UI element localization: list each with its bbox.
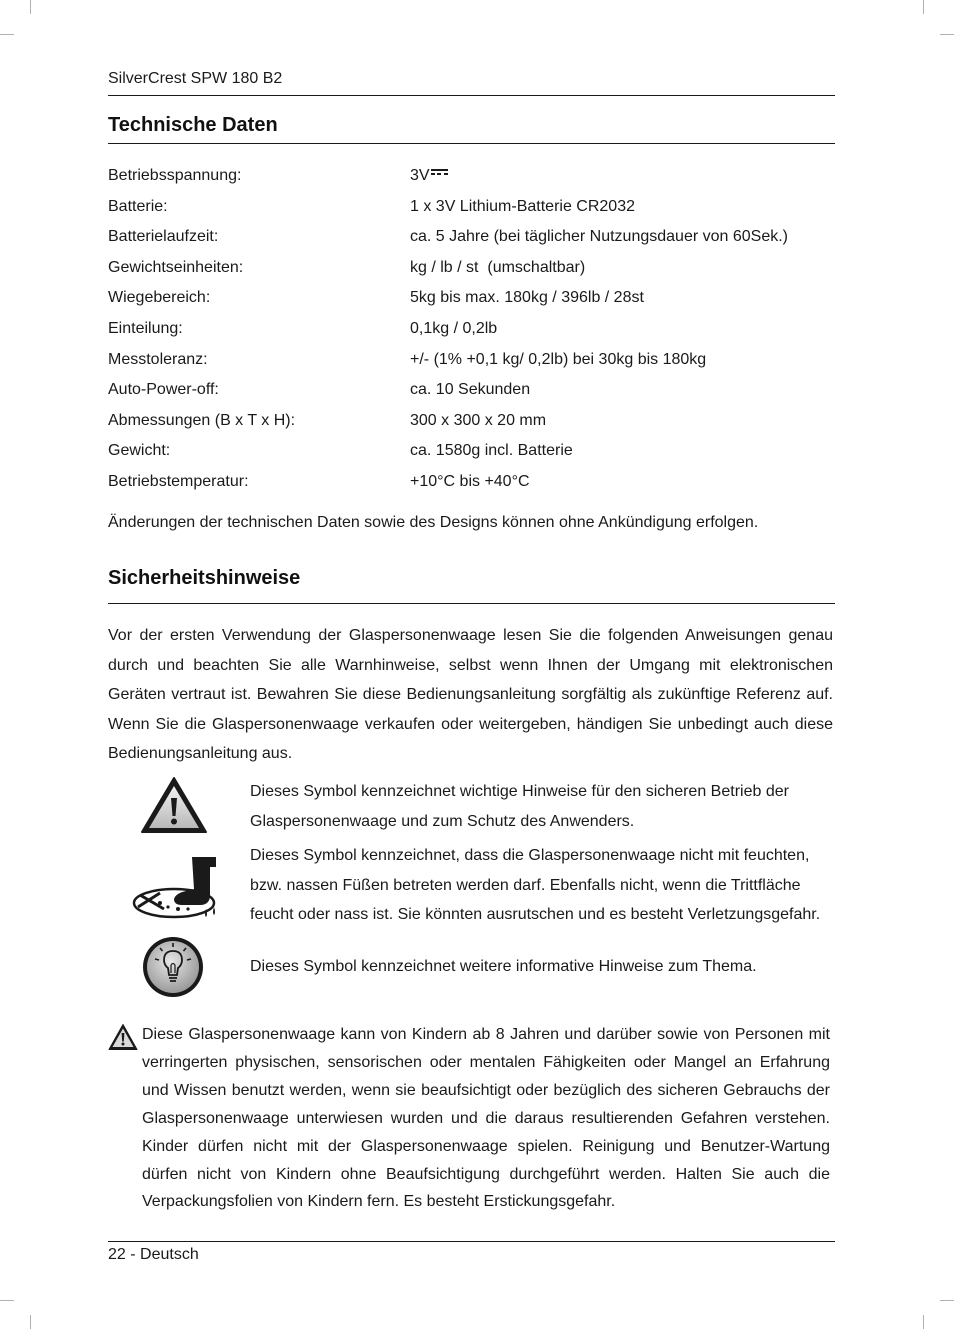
spec-label: Batterielaufzeit: (108, 228, 219, 246)
spec-value: 300 x 300 x 20 mm (410, 411, 547, 429)
crop-mark (30, 0, 31, 14)
safety-rule (108, 603, 835, 604)
crop-mark (923, 1315, 924, 1329)
symbol-row-info (108, 935, 835, 999)
symbol-description: Dieses Symbol kennzeichnet weitere informative Hinweise zum Thema. (250, 958, 757, 975)
crop-mark (30, 1315, 31, 1329)
spec-label: Einteilung: (108, 319, 183, 337)
spec-value: kg / lb / st (umschaltbar) (410, 258, 586, 276)
symbol-description: Dieses Symbol kennzeichnet wichtige Hinweise für den sicheren Betrieb der Glaspersonenwaage und zum Schutz des Anwenders. (250, 783, 789, 830)
spec-value: ca. 1580g incl. Batterie (410, 442, 573, 460)
crop-mark (0, 34, 14, 35)
spec-value: +/- (1% +0,1 kg/ 0,2lb) bei 30kg bis 180kg (410, 350, 707, 368)
running-header: SilverCrest SPW 180 B2 (108, 70, 283, 87)
spec-label: Betriebstemperatur: (108, 472, 249, 490)
spec-table (108, 162, 835, 499)
children-warning-text: Diese Glaspersonenwaage kann von Kindern ab 8 Jahren und darüber sowie von Personen mit verringerten physischen, sensorischen oder mentalen Fähigkeiten oder Mangel an Erfahrung und Wissen benutzt werden, wenn sie beaufsichtigt oder bezüglich des sicheren Gebrauchs der Glaspersonenwaage unterwiesen wurden und die daraus resultierenden Gefahren verstehen. Kinder dürfen nicht mit der Glaspersonenwaage spielen. Reinigung und Benutzer-Wartung dürfen nicht von Kindern ohne Beaufsichtigung durchgeführt werden. Halten Sie auch die Verpackungsfolien von Kindern fern. Es besteht Erstickungsgefahr. (142, 1026, 830, 1211)
spec-value: +10°C bis +40°C (410, 472, 530, 490)
spec-value: 0,1kg / 0,2lb (410, 319, 498, 337)
spec-label: Abmessungen (B x T x H): (108, 411, 296, 429)
footer-rule (108, 1241, 835, 1242)
symbol-row-warning (108, 776, 835, 836)
spec-value: ca. 10 Sekunden (410, 381, 531, 399)
symbol-row-wet-foot (108, 841, 835, 924)
spec-row (108, 468, 835, 499)
spec-value: 5kg bis max. 180kg / 396lb / 28st (410, 289, 644, 307)
technical-data-heading: Technische Daten (108, 114, 278, 136)
change-notice: Änderungen der technischen Daten sowie des Designs können ohne Ankündigung erfolgen. (108, 514, 759, 531)
symbol-description: Dieses Symbol kennzeichnet, dass die Glaspersonenwaage nicht mit feuchten, bzw. nassen Füßen betreten werden darf. Ebenfalls nicht, wenn die Trittfläche feucht oder nass ist. Sie könnten ausrutschen und es besteht Verletzungsgefahr. (250, 847, 821, 924)
spec-row (108, 407, 835, 438)
spec-label: Betriebsspannung: (108, 167, 242, 184)
header-rule (108, 95, 835, 96)
spec-label: Auto-Power-off: (108, 381, 219, 399)
safety-intro: Vor der ersten Verwendung der Glaspersonenwaage lesen Sie die folgenden Anweisungen genau durch und beachten Sie alle Warnhinweise, selbst wenn Ihnen der Umgang mit elektronischen Geräten vertraut ist. Bewahren Sie diese Bedienungsanleitung sorgfältig als zukünftige Referenz auf. Wenn Sie die Glaspersonenwaage verkaufen oder weitergeben, händigen Sie unbedingt auch diese Bedienungsanleitung aus. (108, 627, 833, 763)
spec-value: ca. 5 Jahre (bei täglicher Nutzungsdauer von 60Sek.) (410, 228, 788, 246)
crop-mark (923, 0, 924, 14)
spec-row (108, 376, 835, 407)
spec-row (108, 284, 835, 315)
spec-row (108, 254, 835, 285)
warning-triangle-icon (140, 776, 208, 836)
lightbulb-info-icon (140, 935, 206, 999)
spec-label: Gewichtseinheiten: (108, 258, 244, 276)
dc-voltage-icon (431, 169, 448, 177)
spec-label: Batterie: (108, 197, 168, 215)
technical-data-rule (108, 143, 835, 144)
crop-mark (940, 1300, 954, 1301)
spec-row (108, 223, 835, 254)
spec-row (108, 162, 835, 193)
spec-row (108, 437, 835, 468)
spec-row (108, 346, 835, 377)
spec-value: 1 x 3V Lithium-Batterie CR2032 (410, 197, 635, 215)
spec-value: 3V (410, 162, 448, 190)
spec-row (108, 193, 835, 224)
page-number: 22 - Deutsch (108, 1246, 199, 1263)
warning-triangle-icon (108, 1023, 138, 1051)
safety-heading: Sicherheitshinweise (108, 567, 301, 589)
spec-label: Gewicht: (108, 442, 171, 460)
spec-row (108, 315, 835, 346)
spec-label: Wiegebereich: (108, 289, 211, 307)
spec-label: Messtoleranz: (108, 350, 208, 368)
crop-mark (940, 34, 954, 35)
crop-mark (0, 1300, 14, 1301)
wet-foot-icon (130, 853, 220, 933)
